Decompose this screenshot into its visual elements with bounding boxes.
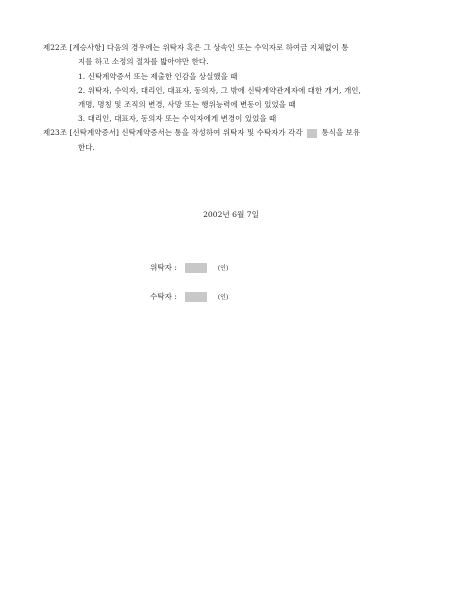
article-22-item-2-cont: 개명, 명칭 및 조직의 변경, 사망 또는 행위능력에 변동이 있었을 때 [78, 100, 296, 109]
article-23-line-2: 한다. [78, 143, 95, 152]
contract-date: 2002년 6월 7일 [203, 210, 259, 219]
article-23-line-1 [43, 128, 360, 138]
article-22-item-1: 1. 신탁계약증서 또는 제출한 인감을 상실했을 때 [78, 72, 238, 81]
trustee-signature-line [150, 291, 228, 302]
article-22-line-2: 지를 하고 소정의 절차를 밟아야만 한다. [78, 57, 209, 66]
article-22-item-2: 2. 위탁자, 수익자, 대리인, 대표자, 동의자, 그 밖에 신탁계약관계자에 대한 개거, 개인, [78, 86, 362, 95]
article-23-text-b: 통식을 보유 [321, 128, 361, 137]
trustor-seal: (인) [217, 265, 229, 272]
article-23-text-a: 제23조 [신탁계약증서] 신탁계약증서는 통을 작성하여 위탁자 및 수탁자가 각각 [43, 128, 303, 137]
trustee-name-field[interactable] [185, 292, 207, 302]
trustee-label: 수탁자 : [150, 292, 177, 301]
trustor-name-field[interactable] [185, 263, 207, 273]
article-22-item-3: 3. 대리인, 대표자, 동의자 또는 수익자에게 변경이 있었을 때 [78, 114, 277, 123]
trustor-signature-line [150, 262, 228, 273]
article-22-line-1: 제22조 [계승사항] 다음의 경우에는 위탁자 혹은 그 상속인 또는 수익자로 하여금 지체없이 통 [43, 43, 349, 52]
trustor-label: 위탁자 : [150, 263, 177, 272]
trustee-seal: (인) [217, 294, 229, 301]
blank-field-box[interactable] [307, 129, 317, 138]
